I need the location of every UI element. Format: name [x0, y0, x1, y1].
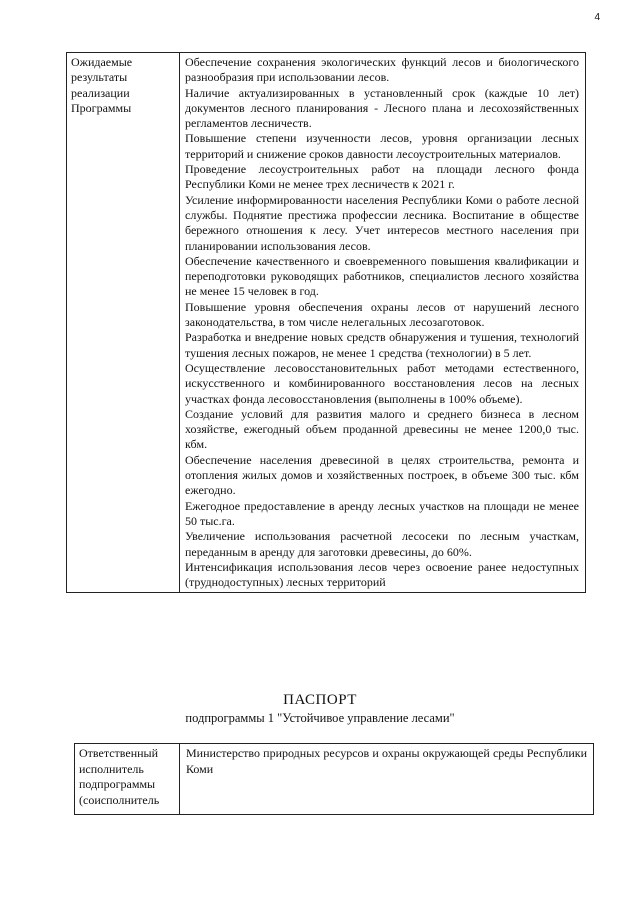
result-item: Обеспечение качественного и своевременного повышения квалификации и переподготовки руководящих работников, специалистов лесного хозяйства не менее 15 человек в год.	[185, 253, 579, 299]
result-item: Разработка и внедрение новых средств обнаружения и тушения, технологий тушения лесных пожаров, не менее 1 средства (технологии) в 5 лет.	[185, 330, 579, 360]
result-item: Осуществление лесовосстановительных работ методами естественного, искусственного и комбинированного восстановления лесов на лесных участках фонда лесовосстановления (выполнены в 100% объеме).	[185, 360, 579, 406]
passport-title: ПАСПОРТ	[283, 692, 357, 708]
result-item: Повышение степени изученности лесов, уровня организации лесных территорий и снижение сроков давности лесоустроительных материалов.	[185, 131, 579, 161]
expected-results-label: Ожидаемые результаты реализации Программы	[67, 53, 180, 593]
page-number: 4	[594, 12, 600, 23]
responsible-executor-label: Ответственный исполнитель подпрограммы (соисполнитель	[75, 744, 180, 815]
result-item: Создание условий для развития малого и среднего бизнеса в лесном хозяйстве, ежегодный объем проданной древесины не менее 1200,0 тыс. кбм.	[185, 406, 579, 452]
expected-results-content	[180, 53, 586, 593]
result-item: Повышение уровня обеспечения охраны лесов от нарушений лесного законодательства, в том числе нелегальных лесозаготовок.	[185, 299, 579, 330]
result-item: Увеличение использования расчетной лесосеки по лесным участкам, переданным в аренду для заготовки древесины, до 60%.	[185, 529, 579, 559]
result-item: Обеспечение населения древесиной в целях строительства, ремонта и отопления жилых домов и хозяйственных построек, в объеме 300 тыс. кбм ежегодно.	[185, 452, 579, 498]
result-item: Интенсификация использования лесов через освоение ранее недоступных (труднодоступных) лесных территорий	[185, 559, 579, 590]
result-item: Наличие актуализированных в установленный срок (каждые 10 лет) документов лесного планирования - Лесного плана и лесохозяйственных регламентов лесничеств.	[185, 85, 579, 131]
passport-table	[74, 743, 594, 815]
expected-results-table	[66, 52, 586, 593]
result-item: Обеспечение сохранения экологических функций лесов и биологического разнообразия при использовании лесов.	[185, 55, 579, 85]
passport-subtitle: подпрограммы 1 "Устойчивое управление лесами"	[185, 711, 455, 725]
responsible-executor-value: Министерство природных ресурсов и охраны окружающей среды Республики Коми	[180, 744, 594, 815]
result-item: Проведение лесоустроительных работ на площади лесного фонда Республики Коми не менее трех лесничеств к 2021 г.	[185, 162, 579, 192]
result-item: Ежегодное предоставление в аренду лесных участков на площади не менее 50 тыс.га.	[185, 498, 579, 528]
result-item: Усиление информированности населения Республики Коми о работе лесной службы. Поднятие престижа профессии лесника. Воспитание в обществе бережного отношения к лесу. Учет интересов местного населения при планировании использования лесов.	[185, 192, 579, 253]
